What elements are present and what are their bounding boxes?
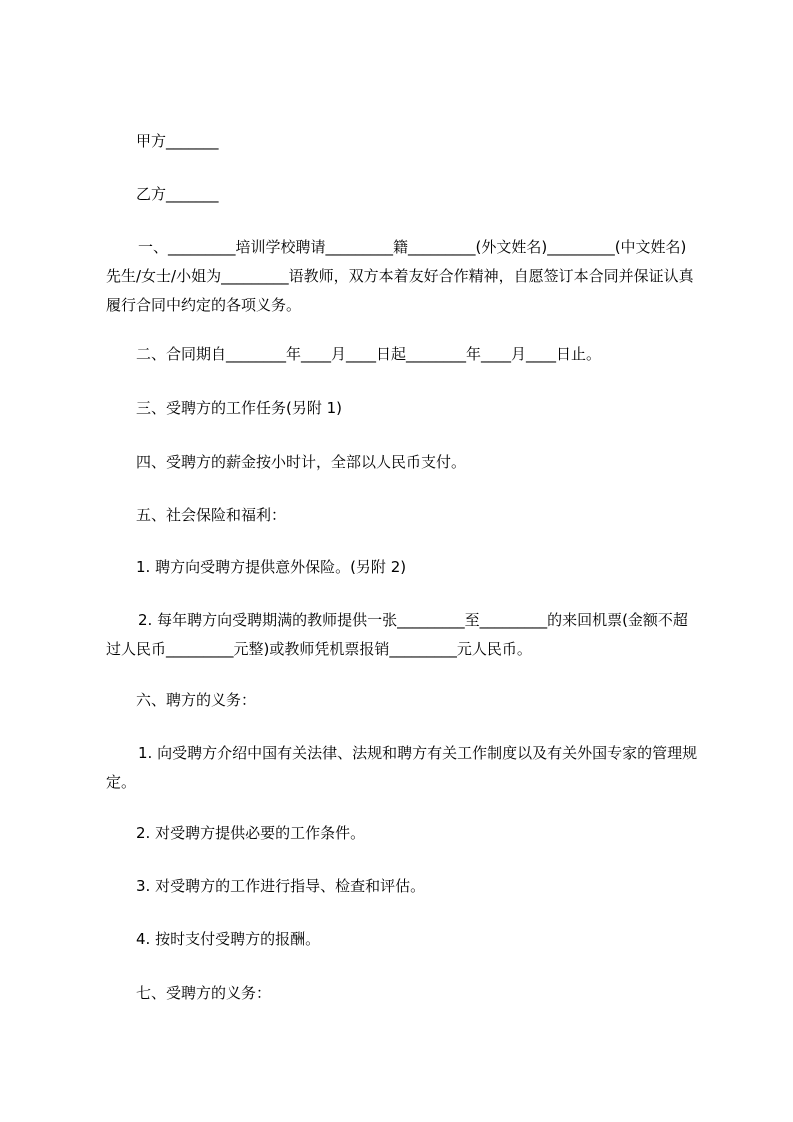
clause-3: 三、受聘方的工作任务(另附 1) <box>136 399 343 417</box>
clause-4: 四、受聘方的薪金按小时计，全部以人民币支付。 <box>136 453 467 471</box>
clause-1: 一、_________培训学校聘请_________籍_________(外文姓名)_________(中文姓名)先生/女士/小姐为_________语教师，双方本着友好合作精神，自愿签订本合同并保证认真履行合同中约定的各项义务。 <box>106 238 694 314</box>
clause-6-item-1: 1. 向受聘方介绍中国有关法律、法规和聘方有关工作制度以及有关外国专家的管理规定。 <box>106 744 698 791</box>
clause-2: 二、合同期自________年____月____日起________年____月____日止。 <box>136 345 602 363</box>
clause-6: 六、聘方的义务： <box>136 691 257 709</box>
clause-6-item-3: 3. 对受聘方的工作进行指导、检查和评估。 <box>136 877 426 895</box>
clause-5: 五、社会保险和福利： <box>136 506 287 524</box>
clause-7: 七、受聘方的义务： <box>136 984 272 1002</box>
clause-5-item-1: 1. 聘方向受聘方提供意外保险。(另附 2) <box>136 558 407 576</box>
party-b-line: 乙方_______ <box>136 185 219 203</box>
clause-6-item-4: 4. 按时支付受聘方的报酬。 <box>136 930 321 948</box>
clause-6-item-2: 2. 对受聘方提供必要的工作条件。 <box>136 824 366 842</box>
party-a-line: 甲方_______ <box>136 132 219 150</box>
clause-5-item-2: 2. 每年聘方向受聘期满的教师提供一张_________至_________的来回机票(金额不超过人民币_________元整)或教师凭机票报销_________元人民币。 <box>106 611 688 658</box>
